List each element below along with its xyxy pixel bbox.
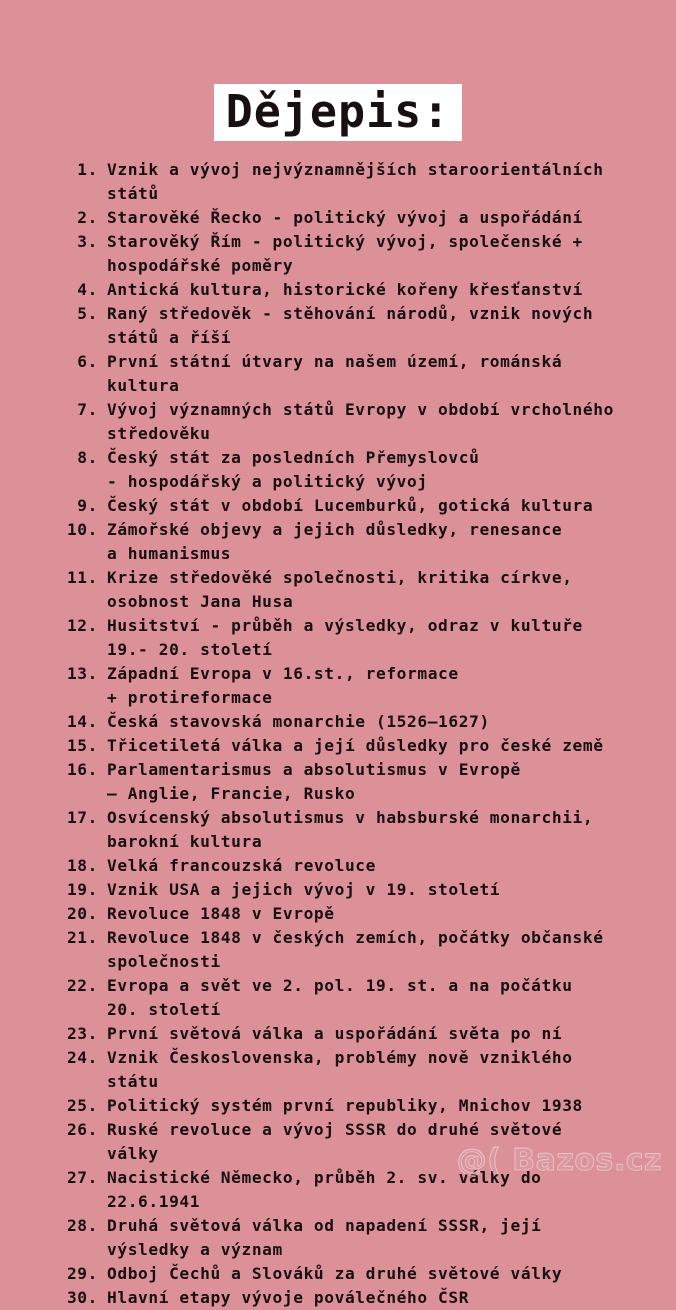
list-item-line: Krize středověké společnosti, kritika církve, bbox=[107, 568, 573, 587]
list-item-line: Západní Evropa v 16.st., reformace bbox=[107, 664, 459, 683]
list-item-line: Hlavní etapy vývoje poválečného ČSR bbox=[107, 1288, 470, 1307]
list-item-line: Politický systém první republiky, Mnichov 1938 bbox=[107, 1096, 583, 1115]
list-item bbox=[63, 1094, 663, 1118]
list-item-number: 22. bbox=[66, 976, 98, 995]
list-item-number: 19. bbox=[66, 880, 98, 899]
list-item-number: 16. bbox=[66, 760, 98, 779]
list-item-number: 25. bbox=[66, 1096, 98, 1115]
list-item bbox=[63, 758, 663, 806]
list-item bbox=[63, 1286, 663, 1310]
list-item-text bbox=[98, 806, 663, 854]
list-item-text bbox=[98, 206, 663, 230]
list-item-line-wrap: států bbox=[107, 184, 159, 203]
list-item bbox=[63, 350, 663, 398]
list-item-text bbox=[98, 1262, 663, 1286]
list-item-line: Revoluce 1848 v Evropě bbox=[107, 904, 335, 923]
list-item-number: 24. bbox=[66, 1048, 98, 1067]
list-item-line-wrap: 19.- 20. století bbox=[107, 640, 273, 659]
list-item-number: 2. bbox=[77, 208, 98, 227]
list-item-line: První státní útvary na našem území, románská bbox=[107, 352, 563, 371]
page-title-container bbox=[0, 84, 676, 141]
list-item bbox=[63, 158, 663, 206]
list-item-number: 7. bbox=[77, 400, 98, 419]
list-item-number: 26. bbox=[66, 1120, 98, 1139]
list-item-text bbox=[98, 710, 663, 734]
list-item-number: 1. bbox=[77, 160, 98, 179]
list-item bbox=[63, 614, 663, 662]
list-item-line: Vývoj významných států Evropy v období vrcholného bbox=[107, 400, 614, 419]
list-item-line-wrap: výsledky a význam bbox=[107, 1240, 283, 1259]
list-item bbox=[63, 1022, 663, 1046]
list-item-text bbox=[98, 758, 663, 806]
list-item-number: 29. bbox=[66, 1264, 98, 1283]
list-item bbox=[63, 566, 663, 614]
list-item bbox=[63, 806, 663, 854]
list-item-text bbox=[98, 446, 663, 494]
list-item-line: Zámořské objevy a jejich důsledky, renesance bbox=[107, 520, 563, 539]
list-item-number: 6. bbox=[77, 352, 98, 371]
list-item-text bbox=[98, 614, 663, 662]
page-title: Dějepis: bbox=[214, 84, 463, 141]
list-item-line: Vznik Československa, problémy nově vzniklého bbox=[107, 1048, 573, 1067]
list-item bbox=[63, 974, 663, 1022]
list-item-line-wrap: kultura bbox=[107, 376, 180, 395]
list-item-line-wrap: 20. století bbox=[107, 1000, 221, 1019]
list-item-line-wrap: – Anglie, Francie, Rusko bbox=[107, 784, 356, 803]
list-item-text bbox=[98, 518, 663, 566]
list-item-line: Evropa a svět ve 2. pol. 19. st. a na počátku bbox=[107, 976, 573, 995]
list-item-number: 5. bbox=[77, 304, 98, 323]
list-item-text bbox=[98, 350, 663, 398]
list-item-text bbox=[98, 662, 663, 710]
list-item bbox=[63, 734, 663, 758]
list-item-line: Starověký Řím - politický vývoj, společenské + bbox=[107, 232, 583, 251]
list-item-line: Velká francouzská revoluce bbox=[107, 856, 376, 875]
list-item-line-wrap: osobnost Jana Husa bbox=[107, 592, 294, 611]
list-item-text bbox=[98, 398, 663, 446]
list-item-line: Nacistické Německo, průběh 2. sv. války do bbox=[107, 1168, 542, 1187]
list-item-number: 17. bbox=[66, 808, 98, 827]
list-item-number: 15. bbox=[66, 736, 98, 755]
list-item-line-wrap: států a říší bbox=[107, 328, 232, 347]
list-item-text bbox=[98, 734, 663, 758]
list-item-number: 8. bbox=[77, 448, 98, 467]
list-item bbox=[63, 398, 663, 446]
list-item-number: 14. bbox=[66, 712, 98, 731]
list-item bbox=[63, 1262, 663, 1286]
bazos-watermark: @( Bazos.cz bbox=[456, 1143, 662, 1178]
list-item bbox=[63, 494, 663, 518]
list-item-line-wrap: 22.6.1941 bbox=[107, 1192, 201, 1211]
list-item bbox=[63, 1214, 663, 1262]
list-item-line: Antická kultura, historické kořeny křesťanství bbox=[107, 280, 583, 299]
list-item-line: Raný středověk - stěhování národů, vznik nových bbox=[107, 304, 594, 323]
list-item-line: Druhá světová válka od napadení SSSR, její bbox=[107, 1216, 542, 1235]
list-item-line-wrap: státu bbox=[107, 1072, 159, 1091]
list-item-text bbox=[98, 230, 663, 278]
list-item bbox=[63, 278, 663, 302]
list-item bbox=[63, 854, 663, 878]
list-item-text bbox=[98, 1022, 663, 1046]
list-item bbox=[63, 902, 663, 926]
list-item-line: Osvícenský absolutismus v habsburské monarchii, bbox=[107, 808, 594, 827]
list-item bbox=[63, 302, 663, 350]
list-item-line: Třicetiletá válka a její důsledky pro české země bbox=[107, 736, 604, 755]
list-item-number: 18. bbox=[66, 856, 98, 875]
list-item bbox=[63, 230, 663, 278]
list-item bbox=[63, 878, 663, 902]
list-item bbox=[63, 926, 663, 974]
list-item-line-wrap: hospodářské poměry bbox=[107, 256, 294, 275]
list-item-line: První světová válka a uspořádání světa po ní bbox=[107, 1024, 563, 1043]
list-item-text bbox=[98, 278, 663, 302]
list-item-number: 10. bbox=[66, 520, 98, 539]
list-item-text bbox=[98, 494, 663, 518]
list-item-line-wrap: + protireformace bbox=[107, 688, 273, 707]
list-item-line: Český stát v období Lucemburků, gotická kultura bbox=[107, 496, 594, 515]
list-item bbox=[63, 446, 663, 494]
list-item-text bbox=[98, 926, 663, 974]
list-item-line: Parlamentarismus a absolutismus v Evropě bbox=[107, 760, 521, 779]
list-item-number: 13. bbox=[66, 664, 98, 683]
list-item-number: 11. bbox=[66, 568, 98, 587]
list-item-number: 30. bbox=[66, 1288, 98, 1307]
list-item bbox=[63, 1046, 663, 1094]
list-item-number: 27. bbox=[66, 1168, 98, 1187]
list-item-line-wrap: barokní kultura bbox=[107, 832, 263, 851]
list-item-number: 3. bbox=[77, 232, 98, 251]
list-item-text bbox=[98, 974, 663, 1022]
list-item-text bbox=[98, 902, 663, 926]
list-item-line: Vznik USA a jejich vývoj v 19. století bbox=[107, 880, 501, 899]
list-item-line-wrap: - hospodářský a politický vývoj bbox=[107, 472, 428, 491]
list-item-line: Česká stavovská monarchie (1526–1627) bbox=[107, 712, 490, 731]
list-item-text bbox=[98, 158, 663, 206]
list-item-number: 4. bbox=[77, 280, 98, 299]
list-item-line: Ruské revoluce a vývoj SSSR do druhé světové bbox=[107, 1120, 563, 1139]
list-item-number: 12. bbox=[66, 616, 98, 635]
list-item-text bbox=[98, 302, 663, 350]
list-item-line: Vznik a vývoj nejvýznamnějších staroorientálních bbox=[107, 160, 604, 179]
list-item-number: 28. bbox=[66, 1216, 98, 1235]
list-item-text bbox=[98, 878, 663, 902]
list-item-number: 9. bbox=[77, 496, 98, 515]
list-item-line: Revoluce 1848 v českých zemích, počátky občanské bbox=[107, 928, 604, 947]
list-item bbox=[63, 662, 663, 710]
list-item-number: 23. bbox=[66, 1024, 98, 1043]
list-item-line-wrap: války bbox=[107, 1144, 159, 1163]
list-item bbox=[63, 710, 663, 734]
list-item-text bbox=[98, 1046, 663, 1094]
list-item-line: Starověké Řecko - politický vývoj a uspořádání bbox=[107, 208, 583, 227]
list-item bbox=[63, 518, 663, 566]
list-item-text bbox=[98, 854, 663, 878]
list-item-number: 20. bbox=[66, 904, 98, 923]
list-item-text bbox=[98, 1286, 663, 1310]
list-item-text bbox=[98, 1094, 663, 1118]
list-item-line-wrap: společnosti bbox=[107, 952, 221, 971]
list-item-line: Český stát za posledních Přemyslovců bbox=[107, 448, 480, 467]
list-item-number: 21. bbox=[66, 928, 98, 947]
list-item-line: Odboj Čechů a Slováků za druhé světové války bbox=[107, 1264, 563, 1283]
list-item bbox=[63, 206, 663, 230]
list-item-line: Husitství - průběh a výsledky, odraz v kultuře bbox=[107, 616, 583, 635]
list-item-line-wrap: a humanismus bbox=[107, 544, 232, 563]
topic-list bbox=[63, 158, 663, 1310]
list-item-text bbox=[98, 1214, 663, 1262]
list-item-text bbox=[98, 566, 663, 614]
list-item-line-wrap: středověku bbox=[107, 424, 211, 443]
